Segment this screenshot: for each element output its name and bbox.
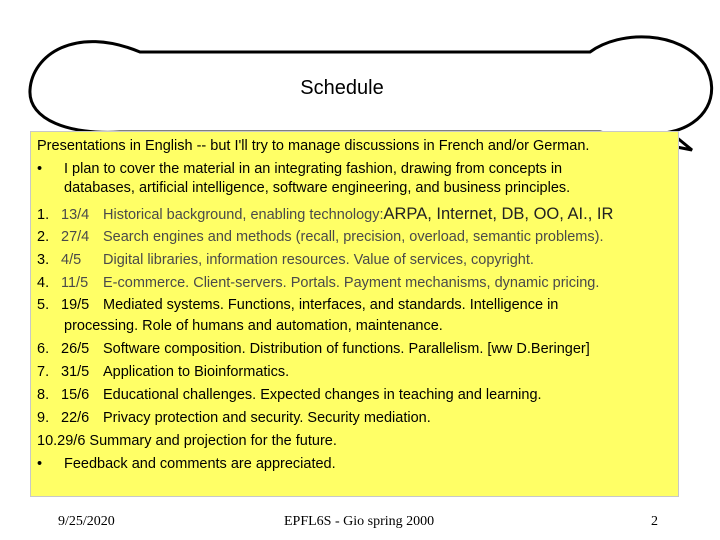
session-text: Privacy protection and security. Security mediation. (103, 410, 431, 426)
session-number: 7. (37, 364, 50, 380)
session-text: Mediated systems. Functions, interfaces, and standards. Intelligence in (103, 297, 559, 313)
session-number: 6. (37, 341, 50, 357)
session-emphasis: ARPA, Internet, DB, OO, AI., IR (383, 205, 614, 223)
session-number: 4. (37, 275, 50, 291)
feedback-text: Feedback and comments are appreciated. (64, 456, 336, 472)
session-number: 9. (37, 410, 50, 426)
plan-text-line1: I plan to cover the material in an integrating fashion, drawing from concepts in (64, 161, 563, 177)
session-item (37, 363, 289, 381)
session-number: 10. (37, 433, 58, 449)
session-date: 19/5 (61, 297, 90, 313)
session-text: Educational challenges. Expected changes in teaching and learning. (103, 387, 542, 403)
session-item (37, 386, 542, 404)
footer-page-number: 2 (651, 514, 658, 529)
session-text: Digital libraries, information resources. Value of services, copyright. (103, 252, 534, 268)
session-date: 22/6 (61, 410, 90, 426)
session-continuation: processing. Role of humans and automation, maintenance. (64, 318, 443, 334)
session-date: 11/5 (61, 275, 89, 291)
slide-title: Schedule (300, 77, 384, 99)
session-text: Search engines and methods (recall, precision, overload, semantic problems). (103, 229, 604, 245)
session-text: Application to Bioinformatics. (103, 364, 290, 380)
session-number: 2. (37, 229, 50, 245)
session-text: Summary and projection for the future. (85, 433, 337, 449)
session-item (37, 274, 599, 292)
session-text: E-commerce. Client-servers. Portals. Payment mechanisms, dynamic pricing. (103, 275, 600, 291)
plan-bullet (37, 160, 562, 178)
session-date: 26/5 (61, 341, 90, 357)
session-item (37, 409, 431, 427)
session-number: 3. (37, 252, 50, 268)
session-item (37, 228, 604, 246)
session-item (37, 251, 534, 269)
session-text: Historical background, enabling technology: (103, 207, 384, 223)
feedback-bullet (37, 455, 336, 473)
footer-title: EPFL6S - Gio spring 2000 (284, 514, 435, 529)
session-date: 29/6 (57, 433, 86, 449)
bullet-marker: • (37, 456, 43, 472)
intro-text: Presentations in English -- but I'll try to manage discussions in French and/or German. (37, 138, 590, 154)
bullet-marker: • (37, 161, 43, 177)
session-item (37, 340, 590, 358)
session-text: Software composition. Distribution of functions. Parallelism. [ww D.Beringer] (103, 341, 590, 357)
session-date: 15/6 (61, 387, 90, 403)
session-item (37, 205, 613, 224)
session-date: 4/5 (61, 252, 82, 268)
session-date: 13/4 (61, 207, 90, 223)
session-number: 8. (37, 387, 50, 403)
session-date: 31/5 (61, 364, 90, 380)
session-item (37, 296, 558, 314)
session-number: 1. (37, 207, 50, 223)
session-item (37, 432, 337, 450)
plan-text-line2: databases, artificial intelligence, software engineering, and business principles. (64, 180, 571, 196)
session-date: 27/4 (61, 229, 90, 245)
session-number: 5. (37, 297, 50, 313)
footer-date: 9/25/2020 (58, 514, 115, 529)
